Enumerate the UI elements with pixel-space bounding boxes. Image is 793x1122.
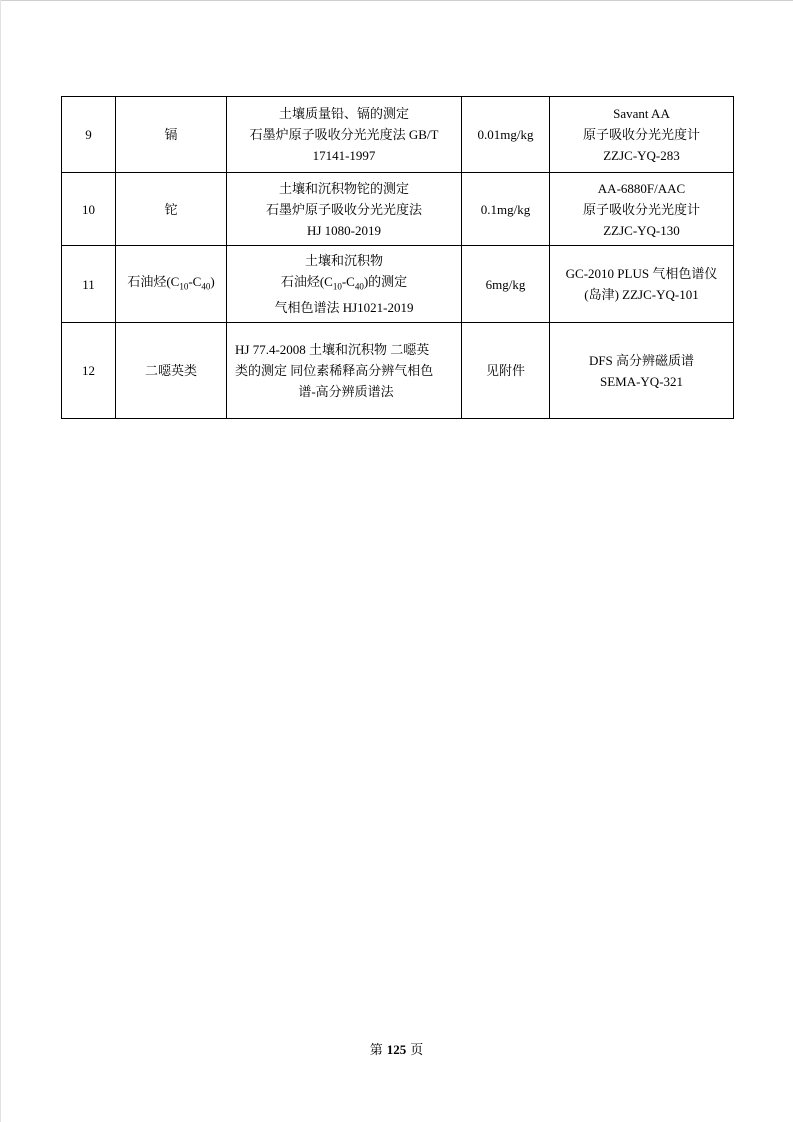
table-row [62,97,734,173]
instrument-line: DFS 高分辨磁质谱 [588,352,695,368]
item-name: 镉 [116,97,227,173]
method-line: 石墨炉原子吸收分光光度法 [265,201,422,217]
detection-limit: 0.01mg/kg [462,97,550,173]
detection-limit: 0.1mg/kg [462,173,550,246]
item-name: 二噁英类 [116,323,227,419]
method-line: 石墨炉原子吸收分光光度法 GB/T [249,127,439,142]
instrument-line: (岛津) ZZJC-YQ-101 [584,287,699,302]
row-number: 10 [62,173,116,246]
item-name: 铊 [116,173,227,246]
method-line: 土壤和沉积物铊的测定 [278,180,409,196]
method-line: 土壤和沉积物 [304,252,383,268]
method-cell [227,323,462,419]
instrument-cell [550,173,734,246]
item-name: 石油烃$(C_{10}-C_{40})$ [116,246,227,323]
instrument-line: GC-2010 PLUS 气相色谱仪 [565,266,718,281]
page-left-border [0,0,1,1122]
instrument-line: Savant AA [613,106,670,121]
method-line: 类的测定 同位素稀释高分辨气相色 [235,363,434,378]
detection-limit: 见附件 [462,323,550,419]
method-table [61,96,734,419]
method-cell [227,246,462,323]
method-line: 石油烃$(C_{10}-C_{40})$的测定 [280,273,408,292]
page-footer-prefix: 第 [369,1042,383,1057]
instrument-line: AA-6880F/AAC [597,180,686,196]
page-top-border [0,0,793,1]
instrument-line: ZZJC-YQ-283 [603,148,680,163]
method-line: 谱-高分辨质谱法 [298,384,394,399]
row-number: 11 [62,246,116,323]
instrument-cell [550,323,734,419]
table-row [62,323,734,419]
method-line: 气相色谱法 HJ1021-2019 [274,300,414,316]
row-number: 9 [62,97,116,173]
method-line: 17141-1997 [312,148,376,163]
page-footer-suffix: 页 [410,1042,424,1057]
instrument-line: ZZJC-YQ-130 [603,222,680,238]
page-number: 125 [386,1042,407,1057]
method-line: 土壤质量铅、镉的测定 [278,106,409,121]
table-row [62,246,734,323]
table-row [62,173,734,246]
instrument-line: 原子吸收分光光度计 [582,127,700,142]
method-cell [227,173,462,246]
detection-limit: 6mg/kg [462,246,550,323]
page-footer [0,1041,793,1059]
instrument-line: 原子吸收分光光度计 [582,201,700,217]
method-cell [227,97,462,173]
method-line: HJ 1080-2019 [306,222,382,238]
method-line: HJ 77.4-2008 土壤和沉积物 二噁英 [235,342,430,357]
instrument-cell [550,97,734,173]
instrument-line: SEMA-YQ-321 [599,373,684,389]
instrument-cell [550,246,734,323]
row-number: 12 [62,323,116,419]
